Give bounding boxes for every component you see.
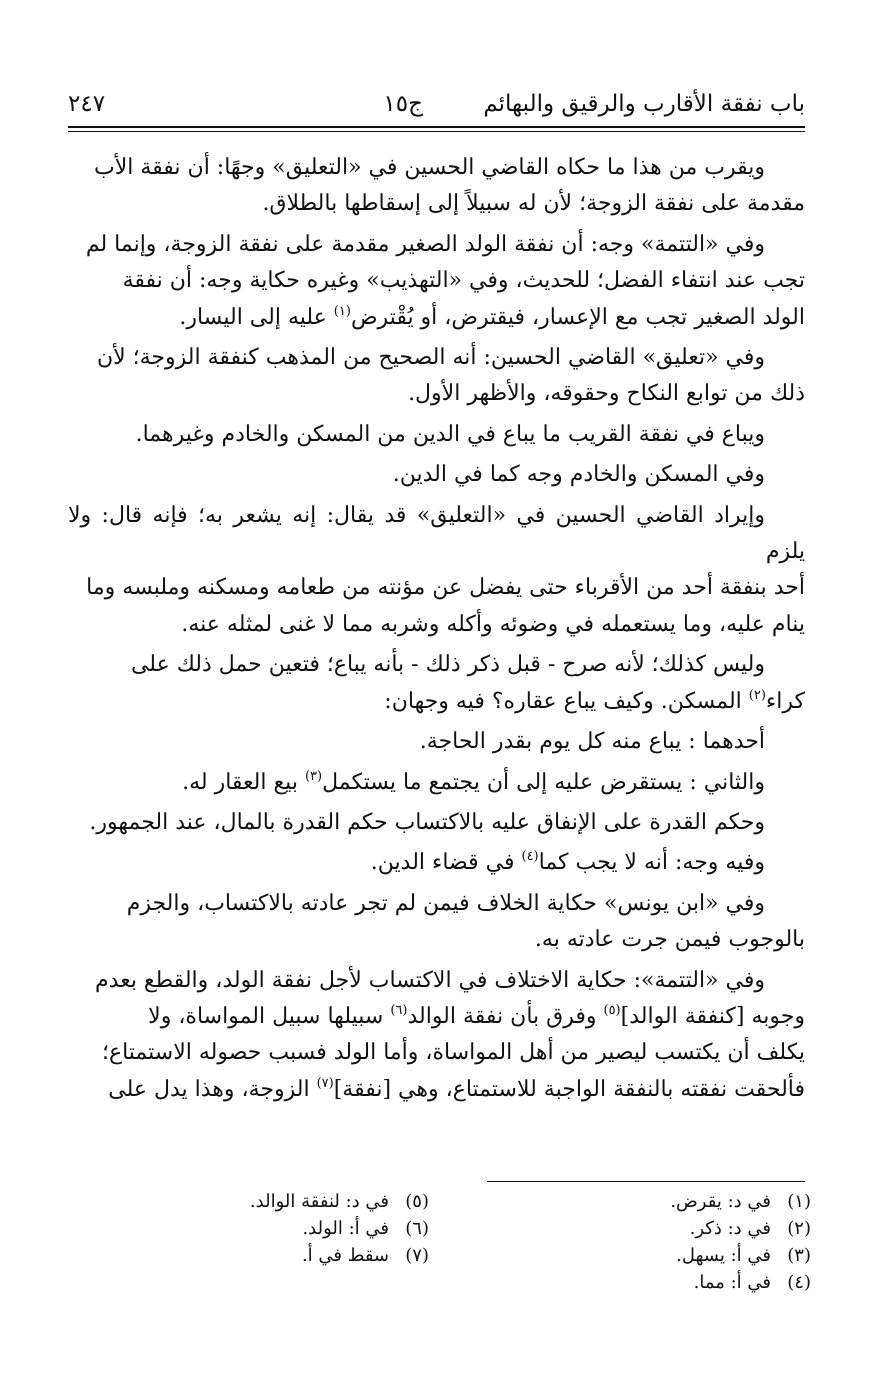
- body-line: وجوبه [كنفقة الوالد]$^{(٥)}$ وفرق بأن نفقة الوالد$^{(٦)}$ سبيلها سبيل المواساة، ولا: [148, 1002, 805, 1029]
- footnote-marker: (٤): [521, 849, 539, 865]
- footnote-text: في د: ذكر.: [689, 1218, 771, 1239]
- body-line: فألحقت نفقته بالنفقة الواجبة للاستمتاع، وهي [نفقة]$^{(٧)}$ الزوجة، وهذا يدل على: [108, 1075, 805, 1102]
- body-line: كراء$^{(٢)}$ المسكن. وكيف يباع عقاره؟ فيه وجهان:: [384, 687, 805, 714]
- footnote: [521, 1242, 811, 1269]
- footnote-rule: [487, 1181, 805, 1182]
- footnote-text: في أ: الولد.: [302, 1218, 389, 1239]
- body-line: والثاني : يستقرض عليه إلى أن يجتمع ما يستكمل$^{(٣)}$ بيع العقار له.: [182, 768, 765, 795]
- footnote-marker: (٢): [748, 687, 766, 703]
- footnote-text: في د: لنفقة الوالد.: [249, 1191, 389, 1212]
- footnote-marker: (٣): [304, 768, 323, 784]
- header-title: باب نفقة الأقارب والرقيق والبهائم: [483, 91, 805, 117]
- footnote-marker: (٥): [603, 1002, 621, 1018]
- body-line: وفي «التتمة»: حكاية الاختلاف في الاكتساب لأجل نفقة الولد، والقطع بعدم: [95, 967, 765, 993]
- body-line: وفي المسكن والخادم وجه كما في الدين.: [392, 462, 765, 488]
- body-line: وفي «التتمة» وجه: أن نفقة الولد الصغير مقدمة على نفقة الزوجة، وإنما لم: [85, 231, 765, 257]
- footnote-number: (٦): [405, 1218, 429, 1239]
- body-line: وفي «ابن يونس» حكاية الخلاف فيمن لم تجر عادته بالاكتساب، والجزم: [126, 890, 765, 916]
- page-number: ٢٤٧: [68, 91, 106, 117]
- footnote-number: (١): [787, 1191, 811, 1212]
- body-line: أحد بنفقة أحد من الأقرباء حتى يفضل عن مؤنته من طعامه ومسكنه وملبسه وما: [86, 575, 805, 601]
- body-line: وليس كذلك؛ لأنه صرح - قبل ذكر ذلك - بأنه يباع؛ فتعين حمل ذلك على: [130, 652, 765, 678]
- footnote: [149, 1188, 429, 1215]
- footnote: [149, 1242, 429, 1269]
- footnotes-column-left: [149, 1188, 429, 1269]
- body-line: وفي «تعليق» القاضي الحسين: أنه الصحيح من المذهب كنفقة الزوجة؛ لأن: [96, 345, 765, 371]
- body-line: وحكم القدرة على الإنفاق عليه بالاكتساب حكم القدرة بالمال، عند الجمهور.: [89, 809, 765, 835]
- footnote: [149, 1215, 429, 1242]
- running-header: [68, 84, 805, 124]
- body-line: الولد الصغير تجب مع الإعسار، فيقترض، أو يُقْترض$^{(١)}$ عليه إلى اليسار.: [179, 303, 805, 330]
- footnote: [521, 1215, 811, 1242]
- header-volume: ج١٥: [383, 91, 423, 117]
- footnote-text: في د: يقرض.: [670, 1191, 771, 1212]
- footnote-marker: (٧): [316, 1075, 334, 1091]
- footnote-text: في أ: يسهل.: [676, 1245, 771, 1266]
- header-rule-thin: [68, 131, 805, 132]
- footnote-marker: (١): [333, 303, 351, 319]
- footnote-number: (٤): [787, 1272, 811, 1293]
- body-line: وفيه وجه: أنه لا يجب كما$^{(٤)}$ في قضاء الدين.: [370, 849, 765, 876]
- body-line: ذلك من توابع النكاح وحقوقه، والأظهر الأول.: [408, 381, 805, 407]
- footnote-text: سقط في أ.: [301, 1245, 389, 1266]
- body-line: ويباع في نفقة القريب ما يباع في الدين من المسكن والخادم وغيرهما.: [135, 421, 765, 447]
- footnote: [521, 1269, 811, 1296]
- body-text: [68, 150, 805, 1108]
- footnote-number: (٢): [787, 1218, 811, 1239]
- footnote: [521, 1188, 811, 1215]
- footnote-number: (٣): [787, 1245, 811, 1266]
- body-line: مقدمة على نفقة الزوجة؛ لأن له سبيلاً إلى إسقاطها بالطلاق.: [262, 191, 805, 217]
- body-line: تجب عند انتفاء الفضل؛ للحديث، وفي «التهذيب» وغيره حكاية وجه: أن نفقة: [122, 268, 805, 294]
- footnote-text: في أ: مما.: [693, 1272, 771, 1293]
- body-line: أحدهما : يباع منه كل يوم بقدر الحاجة.: [419, 729, 765, 755]
- body-line: يكلف أن يكتسب ليصير من أهل المواساة، وأما الولد فسبب حصوله الاستمتاع؛: [101, 1040, 805, 1066]
- footnotes-column-right: [521, 1188, 811, 1296]
- body-line: ينام عليه، وما يستعمله في وضوئه وأكله وشربه مما لا غنى لمثله عنه.: [181, 611, 805, 637]
- body-line: ويقرب من هذا ما حكاه القاضي الحسين في «التعليق» وجهًا: أن نفقة الأب: [94, 155, 765, 180]
- body-line: وإيراد القاضي الحسين في «التعليق» قد يقال: إنه يشعر به؛ فإنه قال: ولا يلزم: [68, 502, 805, 565]
- body-line: بالوجوب فيمن جرت عادته به.: [534, 927, 805, 953]
- footnote-marker: (٦): [390, 1002, 408, 1018]
- footnote-number: (٥): [405, 1191, 429, 1212]
- footnote-number: (٧): [405, 1245, 429, 1266]
- header-rule-thick: [68, 126, 805, 128]
